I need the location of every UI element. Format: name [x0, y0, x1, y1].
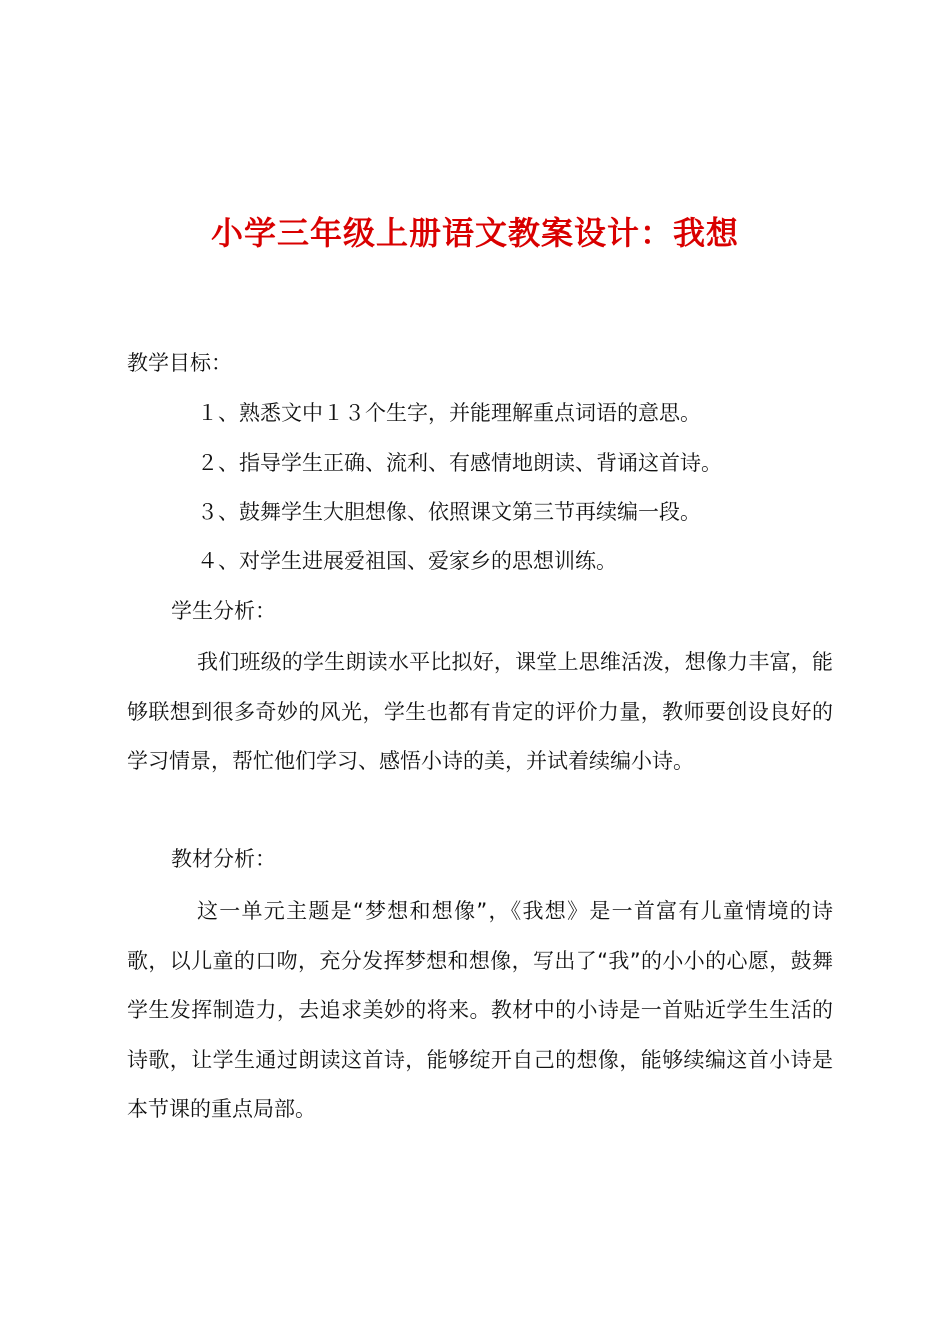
- student-analysis-paragraph: 我们班级的学生朗读水平比拟好，课堂上思维活泼，想像力丰富，能够联想到很多奇妙的风光，学生也都有肯定的评价力量，教师要创设良好的学习情景，帮忙他们学习、感悟小诗的美，并试着续编小诗。: [127, 650, 833, 773]
- material-analysis-paragraph: 这一单元主题是“梦想和想像”，《我想》是一首富有儿童情境的诗歌，以儿童的口吻，充分发挥梦想和想像，写出了“我”的小小的心愿，鼓舞学生发挥制造力，去追求美妙的将来。教材中的小诗是一首贴近学生生活的诗歌，让学生通过朗读这首诗，能够绽开自己的想像，能够续编这首小诗是本节课的重点局部。: [127, 899, 833, 1121]
- objective-item: ３、鼓舞学生大胆想像、依照课文第三节再续编一段。: [197, 500, 701, 524]
- objective-item: １、熟悉文中１３个生字，并能理解重点词语的意思。: [197, 401, 701, 425]
- objective-item: ２、指导学生正确、流利、有感情地朗读、背诵这首诗。: [197, 451, 722, 475]
- document-title: 小学三年级上册语文教案设计：我想: [210, 214, 739, 252]
- material-analysis-heading: 教材分析：: [171, 847, 276, 871]
- objectives-heading: 教学目标：: [127, 351, 232, 375]
- objective-item: ４、对学生进展爱祖国、爱家乡的思想训练。: [197, 549, 617, 573]
- student-analysis-heading: 学生分析：: [171, 599, 276, 623]
